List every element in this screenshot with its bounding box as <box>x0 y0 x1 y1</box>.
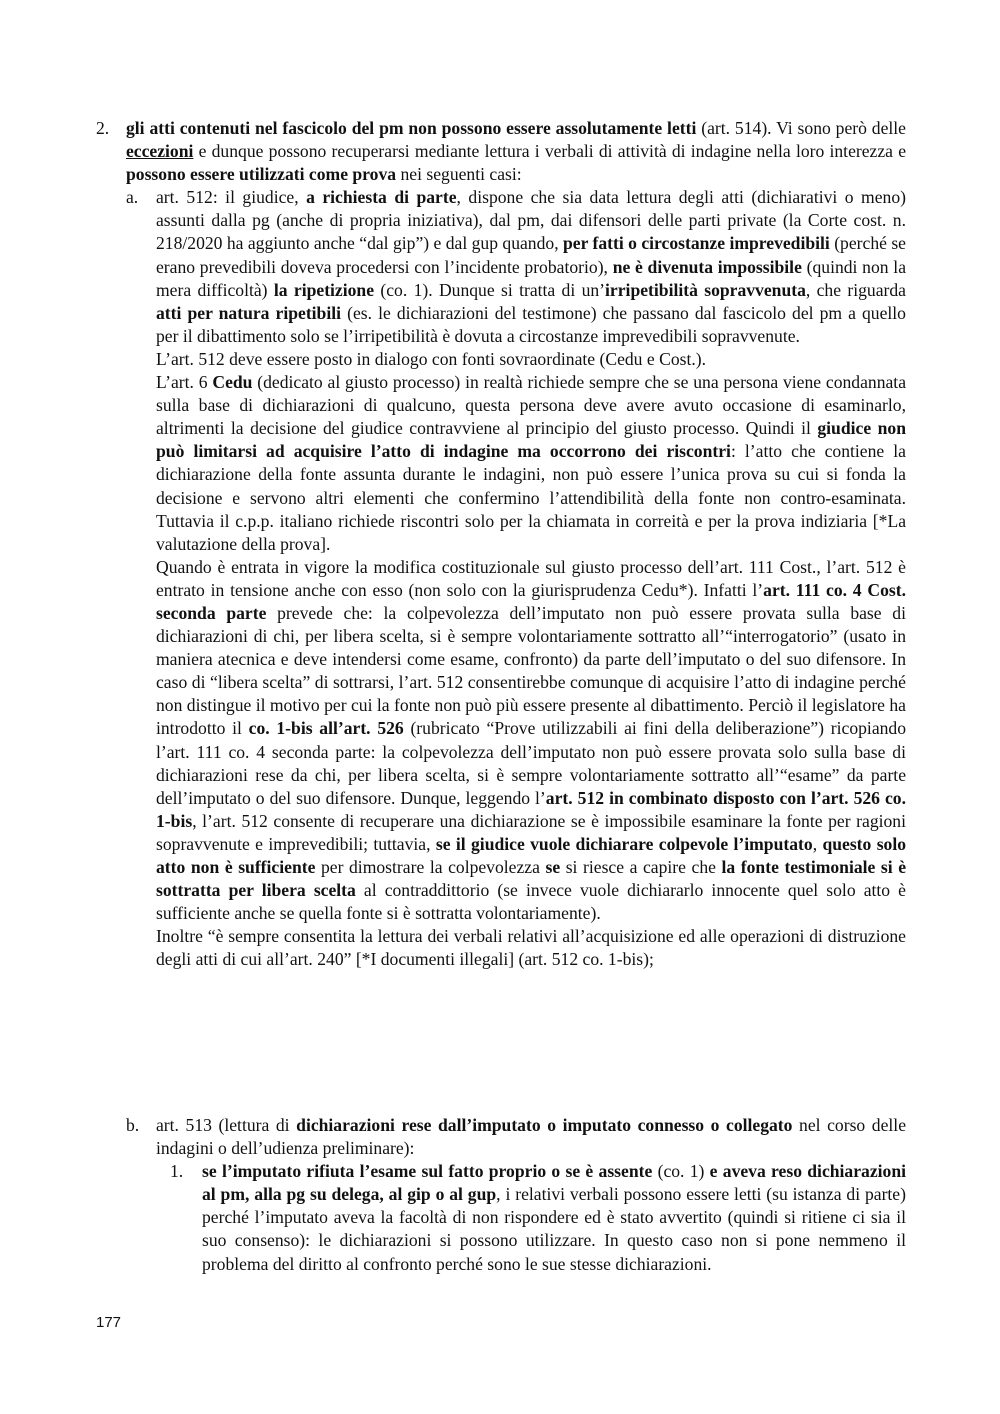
bold-text: art. 111 co. 4 Cost. seconda parte <box>156 579 906 623</box>
bold-text: dichiarazioni rese dall’imputato o imputato connesso o collegato <box>296 1115 793 1135</box>
bold-text: Cedu <box>212 372 253 393</box>
list-marker: 2. <box>96 118 110 138</box>
text: : l’atto che contiene la dichiarazione della fonte assunta durante le indagini, non può essere l’unica prova su cui si fonda la decisione e servono altri elementi che confermino l’attendibilità della fonte non contro-esaminata. Tuttavia il c.p.p. italiano richiede riscontri solo per la chiamata in correità e per la prova indiziaria [*La valutazione della prova]. <box>156 441 906 554</box>
text: Quando è entrata in vigore la modifica costituzionale sul giusto processo dell’art. 111 Cost., l’art. 512 è entrato in tensione anche con esso (non solo con la giurisprudenza Cedu*). Infatti l’ <box>156 556 906 600</box>
list-marker: 1. <box>170 1161 184 1182</box>
paragraph <box>156 371 906 556</box>
bold-text: gli atti contenuti nel fascicolo del pm non possono essere assolutamente letti <box>126 118 697 138</box>
text: nel corso delle indagini o dell’udienza preliminare): <box>156 1115 906 1159</box>
list-item-b-body <box>156 1114 906 1160</box>
bold-text: giudice non può limitarsi ad acquisire l’atto di indagine ma occorrono dei riscontri <box>156 418 906 462</box>
bold-text: se il giudice vuole dichiarare colpevole l’imputato <box>435 833 813 854</box>
text: , l’art. 512 consente di recuperare una dichiarazione se è impossibile esaminare la fonte per ragioni sopravvenute e imprevedibili; tuttavia, <box>156 810 906 854</box>
bold-text: co. 1-bis all’art. 526 <box>248 718 404 739</box>
text: (art. 514). Vi sono però delle <box>696 118 906 138</box>
list-item-a <box>126 186 906 971</box>
text: (co. 1) <box>652 1161 710 1182</box>
bold-text: a richiesta di parte <box>306 187 457 208</box>
bold-text: atti per natura ripetibili <box>156 302 342 323</box>
text: (es. le dichiarazioni del testimone) che passano dal fascicolo del pm a quello per il dibattimento solo se l’irripetibilità è dovuta a circostanze imprevedibili sopravvenute. <box>156 302 906 346</box>
paragraph <box>156 556 906 926</box>
text: , i relativi verbali possono essere letti (su istanza di parte) perché l’imputato aveva la facoltà di non rispondere ed è stato avvertito (quindi si ritiene ci sia il suo consenso): le dichiarazioni si possono utilizzare. In questo caso non si pone nemmeno il problema del diritto al confronto perché sono le sue stesse dichiarazioni. <box>202 1184 906 1274</box>
list-item-b <box>126 1114 906 1276</box>
bold-text: questo solo atto non è sufficiente <box>156 833 907 877</box>
list-item-2-body <box>126 117 906 186</box>
text: (perché se erano prevedibili doveva procedersi con l’incidente probatorio), <box>156 233 906 277</box>
text: e dunque possono recuperarsi mediante lettura i verbali di attività di indagine nella loro interezza e <box>193 141 906 162</box>
list-marker: b. <box>126 1115 140 1135</box>
text: per dimostrare la colpevolezza <box>315 857 546 877</box>
text: (quindi non la mera difficoltà) <box>156 256 907 300</box>
text: Inoltre “è sempre consentita la lettura dei verbali relativi all’acquisizione ed alle operazioni di distruzione degli atti di cui all’art. 240” [*I documenti illegali] (art. 512 co. 1-bis); <box>156 926 906 970</box>
text: (co. 1). Dunque si tratta di un’ <box>374 279 606 300</box>
text: , dispone che sia data lettura degli atti (dichiarativi o meno) assunti dalla pg (anche di propria iniziativa), dal pm, dai difensori delle parti private (la Corte cost. n. 218/2020 ha aggiunto anche “dal gip”) e dal gup quando, <box>156 187 906 254</box>
page-number: 177 <box>96 1314 122 1331</box>
paragraph <box>156 925 906 971</box>
bold-text: se <box>545 857 561 877</box>
text: prevede che: la colpevolezza dell’imputato non può essere provata sulla base di dichiarazioni di chi, per libera scelta, si è sempre volontariamente sottratto all’“interrogatorio” (usato in maniera atecnica e deve intendersi come esame, confronto) da parte dell’imputato o del suo difensore. In caso di “libera scelta” di sottrarsi, l’art. 512 consentirebbe comunque di acquisire l’atto di indagine perché non distingue il motivo per cui la fonte non può più essere presente al dibattimento. Perciò il legislatore ha introdotto il <box>156 602 906 739</box>
underlined-text: eccezioni <box>126 141 194 162</box>
list-item-b-1-body <box>202 1160 906 1275</box>
list-item-2 <box>96 117 906 971</box>
text: si riesce a capire che <box>560 857 722 877</box>
text: art. 513 (lettura di <box>156 1115 297 1135</box>
paragraph <box>156 1114 906 1160</box>
bold-text: art. 512 in combinato disposto con l’art. 526 co. 1-bis <box>156 787 906 831</box>
list-marker: a. <box>126 187 139 208</box>
list-item-2-intro <box>126 117 906 186</box>
bold-text: ne è divenuta impossibile <box>612 256 802 277</box>
text: (rubricato “Prove utilizzabili ai fini della deliberazione”) ricopiando l’art. 111 co. 4 seconda parte: la colpevolezza dell’imputato non può essere provata solo sulla base di dichiarazioni rese da chi, per libera scelta, si è sempre volontariamente sottratto all’“esame” da parte dell’imputato o del suo difensore. Dunque, leggendo l’ <box>156 718 907 808</box>
list-item-b-1 <box>156 1160 906 1275</box>
text: , che riguarda <box>805 279 906 300</box>
paragraph <box>156 348 906 371</box>
bold-text: possono essere utilizzati come prova <box>126 164 397 185</box>
text: L’art. 512 deve essere posto in dialogo con fonti sovraordinate (Cedu e Cost.). <box>156 348 707 369</box>
bold-text: e aveva reso dichiarazioni al pm, alla pg su delega, al gip o al gup <box>202 1161 907 1205</box>
text: L’art. 6 <box>156 372 213 393</box>
bold-text: per fatti o circostanze imprevedibili <box>563 233 830 254</box>
bold-text: se l’imputato rifiuta l’esame sul fatto proprio o se è assente <box>202 1161 653 1182</box>
text: art. 512: il giudice, <box>156 187 307 208</box>
text: nei seguenti casi: <box>396 164 522 185</box>
bold-text: la fonte testimoniale si è sottratta per libera scelta <box>156 857 907 901</box>
paragraph <box>202 1160 906 1275</box>
bold-text: irripetibilità sopravvenuta <box>605 279 806 300</box>
text: , <box>812 833 823 854</box>
text: al contraddittorio (se invece vuole dichiararlo innocente quel solo atto è sufficiente anche se quella fonte si è sottratta volontariamente). <box>156 880 906 924</box>
list-item-a-body <box>156 186 906 971</box>
bold-text: la ripetizione <box>273 279 375 300</box>
text: (dedicato al giusto processo) in realtà richiede sempre che se una persona viene condannata sulla base di dichiarazioni di qualcuno, questa persona deve avere avuto occasione di esaminarlo, altrimenti la decisione del giudice contravviene al principio del giusto processo. Quindi il <box>156 372 907 439</box>
paragraph <box>156 186 906 348</box>
